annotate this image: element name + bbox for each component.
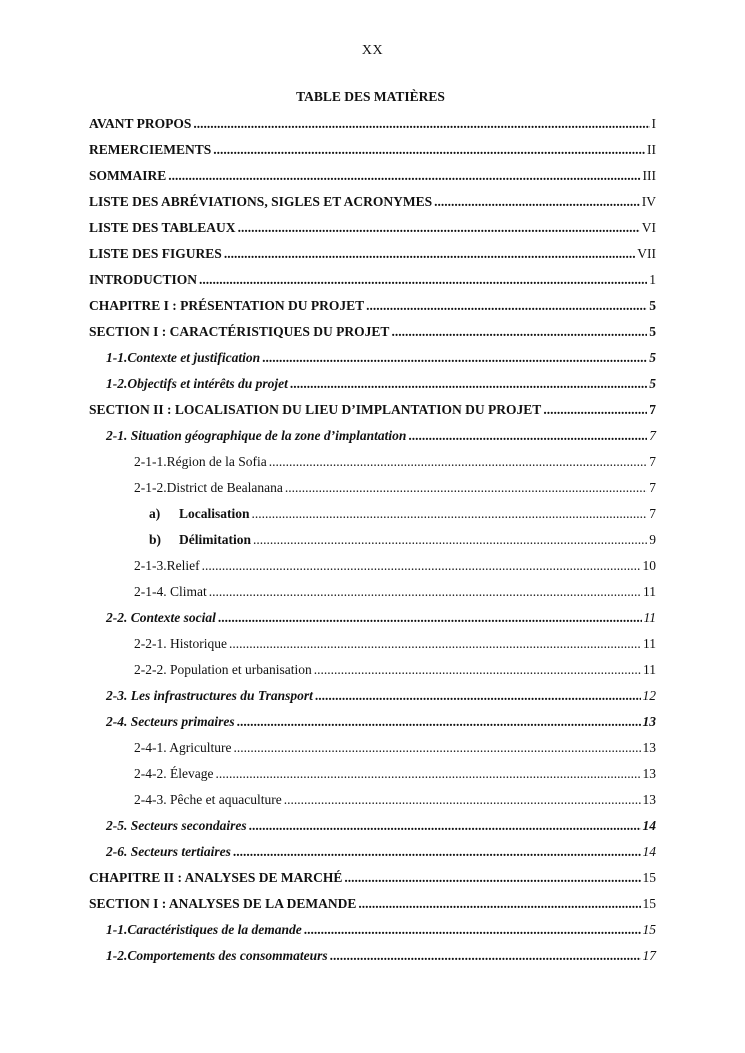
toc-dot-leader <box>238 217 640 239</box>
toc-entry-marker: b) <box>149 532 162 547</box>
toc-entry[interactable] <box>89 711 656 737</box>
toc-entry[interactable] <box>89 243 656 269</box>
toc-entry[interactable] <box>89 945 656 971</box>
toc-entry[interactable] <box>89 893 656 919</box>
toc-entry-marker: a) <box>149 506 161 521</box>
toc-dot-leader <box>285 477 647 499</box>
toc-entry-page: 5 <box>649 298 656 313</box>
toc-entry-label: 2-4-2. Élevage <box>134 766 214 781</box>
toc-entry-label: SECTION I : CARACTÉRISTIQUES DU PROJET <box>89 324 390 339</box>
toc-dot-leader <box>249 815 641 837</box>
toc-dot-leader <box>252 503 648 525</box>
toc-entry-page: 11 <box>643 610 656 625</box>
toc-entry[interactable] <box>89 347 656 373</box>
toc-entry-page: 5 <box>649 324 656 339</box>
toc-entry-label: 2-4. Secteurs primaires <box>106 714 235 729</box>
toc-dot-leader <box>168 165 640 187</box>
toc-entry[interactable] <box>89 113 656 139</box>
toc-entry-page: IV <box>641 194 656 209</box>
toc-dot-leader <box>304 919 641 941</box>
toc-entry[interactable] <box>89 269 656 295</box>
toc-dot-leader <box>434 191 640 213</box>
toc-entry-label: 2-1-1.Région de la Sofia <box>134 454 267 469</box>
toc-dot-leader <box>391 321 647 343</box>
toc-dot-leader <box>209 581 641 603</box>
toc-entry[interactable] <box>89 633 656 659</box>
toc-dot-leader <box>193 113 649 135</box>
toc-entry-page: 5 <box>649 350 656 365</box>
toc-entry[interactable] <box>89 373 656 399</box>
toc-entry-page: 7 <box>649 428 656 443</box>
toc-entry[interactable] <box>89 659 656 685</box>
toc-entry-page: 11 <box>643 662 656 677</box>
toc-entry[interactable] <box>89 321 656 347</box>
toc-entry[interactable] <box>89 555 656 581</box>
toc-entry-label: 2-3. Les infrastructures du Transport <box>106 688 313 703</box>
toc-entry-label: SECTION I : ANALYSES DE LA DEMANDE <box>89 896 357 911</box>
toc-entry-text: Localisation <box>179 506 250 521</box>
toc-entry-page: 9 <box>649 532 656 547</box>
toc-entry-label: SECTION II : LOCALISATION DU LIEU D’IMPLANTATION DU PROJET <box>89 402 542 417</box>
toc-entry[interactable] <box>89 607 656 633</box>
toc-entry[interactable] <box>89 685 656 711</box>
toc-entry-label: 2-4-1. Agriculture <box>134 740 232 755</box>
toc-dot-leader <box>284 789 641 811</box>
toc-entry-page: 7 <box>649 506 656 521</box>
toc-entry-label: AVANT PROPOS <box>89 116 192 131</box>
toc-entry[interactable] <box>89 841 656 867</box>
toc-entry-label <box>149 503 250 525</box>
toc-entry-label: 2-1-2.District de Bealanana <box>134 480 283 495</box>
toc-entry[interactable] <box>89 425 656 451</box>
toc-entry-page: 15 <box>642 922 656 937</box>
toc-entry-page: 11 <box>643 584 656 599</box>
toc-dot-leader <box>237 711 641 733</box>
toc-entry-label: CHAPITRE II : ANALYSES DE MARCHÉ <box>89 870 343 885</box>
toc-entry[interactable] <box>89 529 656 555</box>
toc-entry-page: 14 <box>642 818 656 833</box>
toc-entry-label: 2-6. Secteurs tertiaires <box>106 844 231 859</box>
toc-entry-page: 5 <box>649 376 656 391</box>
toc-dot-leader <box>213 139 645 161</box>
toc-entry[interactable] <box>89 139 656 165</box>
toc-entry[interactable] <box>89 477 656 503</box>
toc-dot-leader <box>224 243 635 265</box>
toc-entry-page: 11 <box>643 636 656 651</box>
toc-entry-label: 2-1. Situation géographique de la zone d’implantation <box>106 428 407 443</box>
toc-entry-label: CHAPITRE I : PRÉSENTATION DU PROJET <box>89 298 365 313</box>
toc-entry-label: LISTE DES ABRÉVIATIONS, SIGLES ET ACRONYMES <box>89 194 433 209</box>
toc-dot-leader <box>253 529 647 551</box>
page-number-header: XX <box>361 43 384 58</box>
toc-entry-page: 1 <box>649 272 656 287</box>
toc-dot-leader <box>269 451 648 473</box>
toc-entry[interactable] <box>89 763 656 789</box>
toc-entry-label: 1-1.Caractéristiques de la demande <box>106 922 302 937</box>
toc-entry-label <box>149 529 251 551</box>
toc-entry-page: 7 <box>649 454 656 469</box>
toc-entry-label: 1-1.Contexte et justification <box>106 350 261 365</box>
toc-entry-page: 13 <box>642 766 656 781</box>
toc-entry[interactable] <box>89 919 656 945</box>
toc-entry-label: 2-2-2. Population et urbanisation <box>134 662 312 677</box>
toc-entry-label: 2-1-4. Climat <box>134 584 207 599</box>
table-of-contents <box>89 113 656 971</box>
toc-entry[interactable] <box>89 581 656 607</box>
toc-entry-page: 12 <box>642 688 656 703</box>
toc-entry-page: 13 <box>642 714 656 729</box>
toc-dot-leader <box>366 295 647 317</box>
toc-entry-label: LISTE DES FIGURES <box>89 246 222 261</box>
toc-entry-page: 13 <box>642 740 656 755</box>
toc-entry-label: SOMMAIRE <box>89 168 167 183</box>
toc-dot-leader <box>315 685 641 707</box>
toc-dot-leader <box>290 373 647 395</box>
toc-dot-leader <box>229 633 641 655</box>
toc-entry-page: 7 <box>649 480 656 495</box>
toc-entry[interactable] <box>89 191 656 217</box>
toc-entry-label: 1-2.Comportements des consommateurs <box>106 948 328 963</box>
toc-entry[interactable] <box>89 217 656 243</box>
toc-dot-leader <box>233 737 640 759</box>
toc-entry-page: 15 <box>642 870 656 885</box>
toc-dot-leader <box>199 269 647 291</box>
toc-entry-page: II <box>647 142 656 157</box>
toc-dot-leader <box>543 399 647 421</box>
toc-entry-page: 14 <box>642 844 656 859</box>
toc-dot-leader <box>218 607 642 629</box>
toc-entry-label: 2-1-3.Relief <box>134 558 200 573</box>
toc-entry-label: 2-4-3. Pêche et aquaculture <box>134 792 282 807</box>
toc-entry-page: 7 <box>649 402 656 417</box>
toc-entry-page: 15 <box>642 896 656 911</box>
toc-dot-leader <box>330 945 641 967</box>
toc-entry[interactable] <box>89 815 656 841</box>
toc-dot-leader <box>344 867 640 889</box>
toc-title: TABLE DES MATIÈRES <box>296 89 445 104</box>
toc-entry-page: I <box>651 116 656 131</box>
toc-entry-label: 2-2. Contexte social <box>106 610 216 625</box>
toc-entry[interactable] <box>89 399 656 425</box>
toc-dot-leader <box>202 555 641 577</box>
toc-entry-text: Délimitation <box>179 532 251 547</box>
toc-entry-page: 13 <box>642 792 656 807</box>
toc-entry-label: REMERCIEMENTS <box>89 142 212 157</box>
toc-dot-leader <box>233 841 641 863</box>
toc-entry-page: III <box>642 168 656 183</box>
toc-entry-page: 17 <box>642 948 656 963</box>
toc-entry-label: INTRODUCTION <box>89 272 198 287</box>
toc-entry[interactable] <box>89 867 656 893</box>
toc-entry[interactable] <box>89 503 656 529</box>
toc-dot-leader <box>408 425 647 447</box>
toc-dot-leader <box>262 347 647 369</box>
toc-entry[interactable] <box>89 789 656 815</box>
toc-entry[interactable] <box>89 295 656 321</box>
toc-entry-page: VII <box>637 246 656 261</box>
toc-entry-page: VI <box>641 220 656 235</box>
toc-entry[interactable] <box>89 737 656 763</box>
toc-entry-label: LISTE DES TABLEAUX <box>89 220 236 235</box>
toc-dot-leader <box>215 763 640 785</box>
toc-entry[interactable] <box>89 451 656 477</box>
toc-entry-label: 1-2.Objectifs et intérêts du projet <box>106 376 288 391</box>
toc-entry-page: 10 <box>642 558 656 573</box>
toc-dot-leader <box>314 659 641 681</box>
toc-entry[interactable] <box>89 165 656 191</box>
toc-entry-label: 2-2-1. Historique <box>134 636 227 651</box>
toc-dot-leader <box>358 893 640 915</box>
toc-entry-label: 2-5. Secteurs secondaires <box>106 818 247 833</box>
